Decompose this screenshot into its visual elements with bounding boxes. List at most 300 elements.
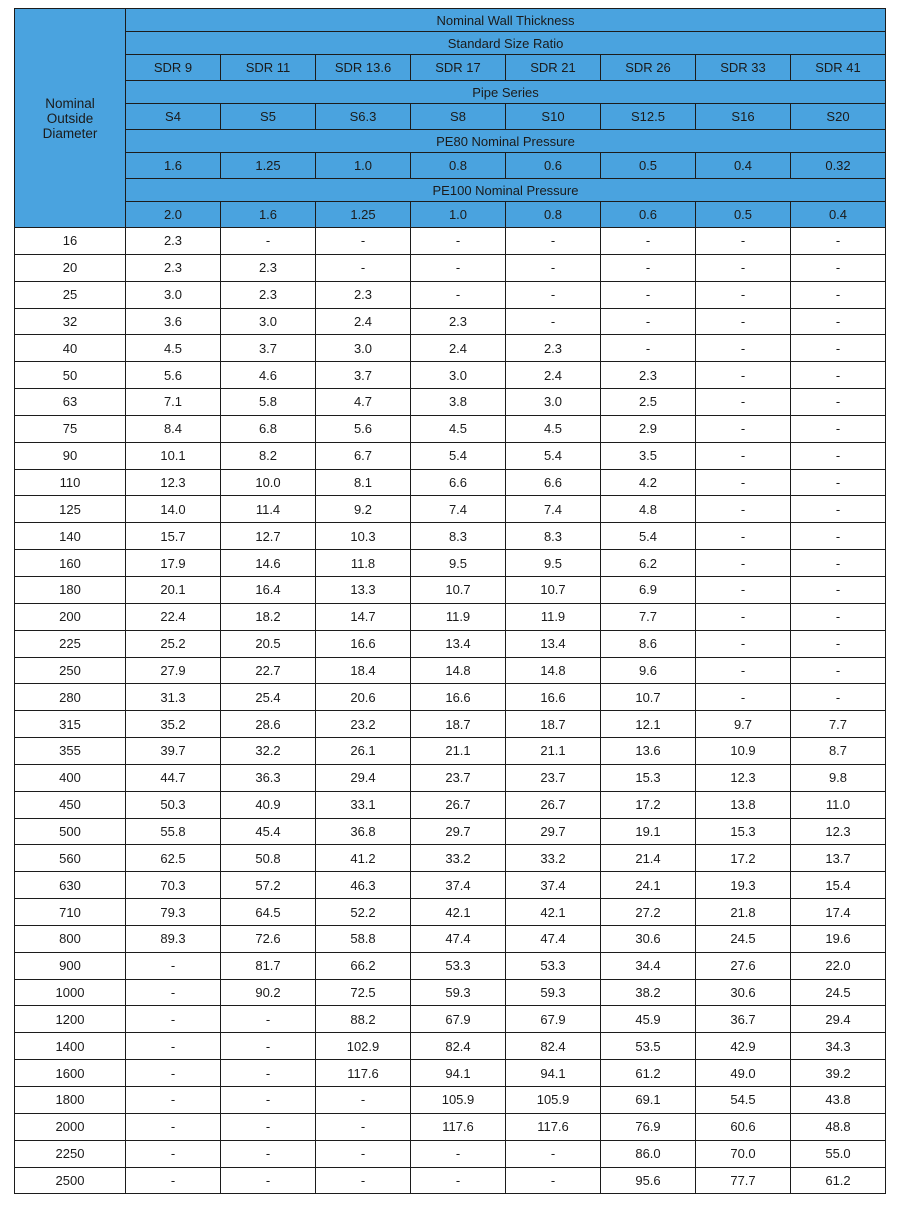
wall-thickness-cell: 105.9	[411, 1087, 506, 1114]
wall-thickness-cell: -	[221, 1060, 316, 1087]
wall-thickness-cell: -	[791, 415, 886, 442]
table-row	[15, 1167, 886, 1194]
wall-thickness-cell: 27.6	[696, 952, 791, 979]
pipe-spec-table	[14, 8, 886, 1194]
wall-thickness-cell: 28.6	[221, 711, 316, 738]
wall-thickness-cell: 79.3	[126, 899, 221, 926]
wall-thickness-cell: 15.3	[601, 764, 696, 791]
wall-thickness-cell: 33.2	[506, 845, 601, 872]
wall-thickness-cell: 2.3	[316, 281, 411, 308]
wall-thickness-cell: 6.9	[601, 576, 696, 603]
outside-diameter-cell: 50	[15, 362, 126, 389]
wall-thickness-cell: -	[696, 308, 791, 335]
wall-thickness-cell: 66.2	[316, 952, 411, 979]
pipe-series-header: Pipe Series	[126, 81, 886, 104]
wall-thickness-cell: 67.9	[506, 1006, 601, 1033]
wall-thickness-cell: -	[316, 1167, 411, 1194]
table-row	[15, 550, 886, 577]
wall-thickness-cell: 33.1	[316, 791, 411, 818]
wall-thickness-cell: 29.4	[316, 764, 411, 791]
outside-diameter-cell: 125	[15, 496, 126, 523]
wall-thickness-cell: 16.6	[411, 684, 506, 711]
wall-thickness-cell: 27.2	[601, 899, 696, 926]
wall-thickness-cell: 6.6	[411, 469, 506, 496]
wall-thickness-cell: 16.6	[506, 684, 601, 711]
wall-thickness-cell: -	[126, 979, 221, 1006]
wall-thickness-cell: -	[411, 1140, 506, 1167]
wall-thickness-cell: 10.7	[601, 684, 696, 711]
wall-thickness-cell: 94.1	[506, 1060, 601, 1087]
table-row	[15, 791, 886, 818]
outside-diameter-cell: 2000	[15, 1113, 126, 1140]
wall-thickness-cell: 30.6	[601, 925, 696, 952]
wall-thickness-cell: 53.3	[506, 952, 601, 979]
wall-thickness-cell: 23.7	[411, 764, 506, 791]
wall-thickness-cell: 2.4	[506, 362, 601, 389]
table-body	[15, 228, 886, 1194]
wall-thickness-cell: 21.4	[601, 845, 696, 872]
wall-thickness-cell: 2.9	[601, 415, 696, 442]
wall-thickness-cell: 82.4	[411, 1033, 506, 1060]
wall-thickness-cell: 26.7	[506, 791, 601, 818]
wall-thickness-cell: 17.2	[601, 791, 696, 818]
sdr-cell: SDR 17	[411, 55, 506, 81]
wall-thickness-cell: 29.7	[411, 818, 506, 845]
wall-thickness-cell: 3.0	[221, 308, 316, 335]
wall-thickness-cell: 11.0	[791, 791, 886, 818]
wall-thickness-cell: 42.1	[506, 899, 601, 926]
wall-thickness-cell: 9.5	[411, 550, 506, 577]
wall-thickness-cell: 9.7	[696, 711, 791, 738]
wall-thickness-cell: 61.2	[601, 1060, 696, 1087]
wall-thickness-cell: -	[791, 389, 886, 416]
outside-diameter-cell: 200	[15, 603, 126, 630]
wall-thickness-cell: 14.6	[221, 550, 316, 577]
wall-thickness-cell: 8.4	[126, 415, 221, 442]
wall-thickness-cell: 34.4	[601, 952, 696, 979]
table-row	[15, 523, 886, 550]
wall-thickness-cell: 9.8	[791, 764, 886, 791]
wall-thickness-cell: -	[791, 308, 886, 335]
wall-thickness-cell: 53.3	[411, 952, 506, 979]
wall-thickness-cell: 3.0	[411, 362, 506, 389]
wall-thickness-cell: 13.3	[316, 576, 411, 603]
sdr-cell: SDR 9	[126, 55, 221, 81]
outside-diameter-cell: 140	[15, 523, 126, 550]
outside-diameter-cell: 180	[15, 576, 126, 603]
wall-thickness-cell: 24.5	[791, 979, 886, 1006]
wall-thickness-cell: 38.2	[601, 979, 696, 1006]
wall-thickness-cell: 53.5	[601, 1033, 696, 1060]
wall-thickness-cell: 58.8	[316, 925, 411, 952]
wall-thickness-cell: -	[506, 1140, 601, 1167]
wall-thickness-cell: -	[696, 415, 791, 442]
wall-thickness-cell: 117.6	[316, 1060, 411, 1087]
row-label-line: Outside	[46, 110, 94, 126]
wall-thickness-cell: 30.6	[696, 979, 791, 1006]
table-row	[15, 684, 886, 711]
series-cell: S6.3	[316, 104, 411, 130]
wall-thickness-cell: -	[221, 1006, 316, 1033]
wall-thickness-cell: 7.7	[791, 711, 886, 738]
wall-thickness-cell: 72.5	[316, 979, 411, 1006]
wall-thickness-cell: 37.4	[411, 872, 506, 899]
table-row	[15, 738, 886, 765]
outside-diameter-cell: 630	[15, 872, 126, 899]
wall-thickness-cell: 22.4	[126, 603, 221, 630]
wall-thickness-cell: 34.3	[791, 1033, 886, 1060]
wall-thickness-cell: 12.3	[696, 764, 791, 791]
wall-thickness-cell: -	[126, 1140, 221, 1167]
table-row	[15, 1140, 886, 1167]
wall-thickness-cell: 48.8	[791, 1113, 886, 1140]
pe80-cell: 0.4	[696, 153, 791, 179]
wall-thickness-cell: -	[791, 442, 886, 469]
wall-thickness-cell: 14.7	[316, 603, 411, 630]
wall-thickness-cell: 42.9	[696, 1033, 791, 1060]
wall-thickness-cell: 86.0	[601, 1140, 696, 1167]
wall-thickness-cell: 42.1	[411, 899, 506, 926]
wall-thickness-cell: 39.7	[126, 738, 221, 765]
wall-thickness-cell: 6.8	[221, 415, 316, 442]
pe100-cell: 1.6	[221, 202, 316, 228]
wall-thickness-cell: 40.9	[221, 791, 316, 818]
wall-thickness-cell: -	[126, 1113, 221, 1140]
wall-thickness-cell: 2.3	[126, 254, 221, 281]
wall-thickness-cell: 26.1	[316, 738, 411, 765]
pe80-cell: 0.8	[411, 153, 506, 179]
series-cell: S8	[411, 104, 506, 130]
table-row	[15, 979, 886, 1006]
wall-thickness-cell: 14.8	[506, 657, 601, 684]
wall-thickness-cell: 4.8	[601, 496, 696, 523]
table-row	[15, 281, 886, 308]
wall-thickness-cell: 14.8	[411, 657, 506, 684]
wall-thickness-cell: 12.3	[126, 469, 221, 496]
pe100-cell: 1.25	[316, 202, 411, 228]
wall-thickness-cell: 36.8	[316, 818, 411, 845]
wall-thickness-cell: 49.0	[696, 1060, 791, 1087]
wall-thickness-cell: -	[601, 228, 696, 255]
wall-thickness-cell: 33.2	[411, 845, 506, 872]
outside-diameter-cell: 160	[15, 550, 126, 577]
wall-thickness-cell: 7.4	[411, 496, 506, 523]
row-label-line: Diameter	[42, 125, 98, 141]
wall-thickness-cell: 10.9	[696, 738, 791, 765]
wall-thickness-cell: 3.0	[126, 281, 221, 308]
outside-diameter-cell: 2250	[15, 1140, 126, 1167]
wall-thickness-cell: 7.7	[601, 603, 696, 630]
wall-thickness-cell: 16.4	[221, 576, 316, 603]
wall-thickness-cell: 36.7	[696, 1006, 791, 1033]
wall-thickness-cell: -	[316, 1140, 411, 1167]
wall-thickness-cell: -	[791, 550, 886, 577]
wall-thickness-cell: 11.9	[411, 603, 506, 630]
wall-thickness-cell: -	[791, 496, 886, 523]
wall-thickness-cell: 50.3	[126, 791, 221, 818]
wall-thickness-cell: 25.2	[126, 630, 221, 657]
wall-thickness-cell: -	[506, 281, 601, 308]
outside-diameter-cell: 1000	[15, 979, 126, 1006]
pe80-cell: 0.6	[506, 153, 601, 179]
wall-thickness-cell: -	[411, 228, 506, 255]
outside-diameter-cell: 40	[15, 335, 126, 362]
wall-thickness-cell: 23.7	[506, 764, 601, 791]
wall-thickness-cell: 44.7	[126, 764, 221, 791]
pe100-cell: 0.5	[696, 202, 791, 228]
sdr-cell: SDR 33	[696, 55, 791, 81]
wall-thickness-cell: 23.2	[316, 711, 411, 738]
wall-thickness-cell: 17.4	[791, 899, 886, 926]
wall-thickness-cell: -	[221, 1087, 316, 1114]
wall-thickness-cell: -	[696, 603, 791, 630]
table-row	[15, 228, 886, 255]
wall-thickness-cell: 12.3	[791, 818, 886, 845]
pipe-spec-table-container	[14, 8, 886, 1194]
wall-thickness-cell: -	[126, 1167, 221, 1194]
wall-thickness-cell: 3.0	[316, 335, 411, 362]
wall-thickness-cell: 3.0	[506, 389, 601, 416]
wall-thickness-cell: 9.6	[601, 657, 696, 684]
table-row	[15, 872, 886, 899]
wall-thickness-cell: 4.5	[506, 415, 601, 442]
table-row	[15, 1033, 886, 1060]
wall-thickness-cell: 7.4	[506, 496, 601, 523]
wall-thickness-cell: 17.2	[696, 845, 791, 872]
wall-thickness-cell: 15.4	[791, 872, 886, 899]
wall-thickness-cell: -	[696, 281, 791, 308]
wall-thickness-cell: 8.3	[411, 523, 506, 550]
wall-thickness-cell: 70.3	[126, 872, 221, 899]
wall-thickness-cell: 6.2	[601, 550, 696, 577]
outside-diameter-cell: 2500	[15, 1167, 126, 1194]
table-row	[15, 630, 886, 657]
outside-diameter-cell: 560	[15, 845, 126, 872]
wall-thickness-cell: 55.8	[126, 818, 221, 845]
wall-thickness-cell: 13.4	[411, 630, 506, 657]
outside-diameter-cell: 16	[15, 228, 126, 255]
wall-thickness-cell: 10.1	[126, 442, 221, 469]
wall-thickness-cell: 19.6	[791, 925, 886, 952]
wall-thickness-cell: 18.7	[411, 711, 506, 738]
outside-diameter-cell: 25	[15, 281, 126, 308]
pe80-cell: 0.5	[601, 153, 696, 179]
wall-thickness-cell: 13.6	[601, 738, 696, 765]
wall-thickness-cell: 19.1	[601, 818, 696, 845]
wall-thickness-cell: 13.4	[506, 630, 601, 657]
pe80-cell: 1.6	[126, 153, 221, 179]
wall-thickness-cell: 70.0	[696, 1140, 791, 1167]
wall-thickness-cell: 20.1	[126, 576, 221, 603]
wall-thickness-cell: 2.3	[126, 228, 221, 255]
nominal-wall-thickness-header: Nominal Wall Thickness	[126, 9, 886, 32]
outside-diameter-cell: 315	[15, 711, 126, 738]
wall-thickness-cell: -	[696, 630, 791, 657]
wall-thickness-cell: 22.0	[791, 952, 886, 979]
wall-thickness-cell: -	[316, 254, 411, 281]
wall-thickness-cell: -	[696, 523, 791, 550]
wall-thickness-cell: -	[316, 228, 411, 255]
wall-thickness-cell: 117.6	[506, 1113, 601, 1140]
wall-thickness-cell: 20.6	[316, 684, 411, 711]
wall-thickness-cell: 2.5	[601, 389, 696, 416]
wall-thickness-cell: 72.6	[221, 925, 316, 952]
wall-thickness-cell: 59.3	[411, 979, 506, 1006]
series-cell: S5	[221, 104, 316, 130]
table-row	[15, 845, 886, 872]
table-row	[15, 308, 886, 335]
wall-thickness-cell: 59.3	[506, 979, 601, 1006]
wall-thickness-cell: 9.5	[506, 550, 601, 577]
wall-thickness-cell: 4.5	[126, 335, 221, 362]
pe100-cell: 1.0	[411, 202, 506, 228]
wall-thickness-cell: -	[791, 523, 886, 550]
table-row	[15, 1006, 886, 1033]
table-row	[15, 711, 886, 738]
wall-thickness-cell: 11.8	[316, 550, 411, 577]
wall-thickness-cell: 7.1	[126, 389, 221, 416]
outside-diameter-cell: 32	[15, 308, 126, 335]
wall-thickness-cell: -	[696, 442, 791, 469]
wall-thickness-cell: 32.2	[221, 738, 316, 765]
outside-diameter-cell: 75	[15, 415, 126, 442]
wall-thickness-cell: 12.1	[601, 711, 696, 738]
sdr-cell: SDR 21	[506, 55, 601, 81]
wall-thickness-cell: 18.7	[506, 711, 601, 738]
wall-thickness-cell: 25.4	[221, 684, 316, 711]
wall-thickness-cell: 76.9	[601, 1113, 696, 1140]
wall-thickness-cell: 5.4	[411, 442, 506, 469]
outside-diameter-cell: 900	[15, 952, 126, 979]
wall-thickness-cell: 3.5	[601, 442, 696, 469]
series-cell: S20	[791, 104, 886, 130]
wall-thickness-cell: 21.8	[696, 899, 791, 926]
wall-thickness-cell: -	[221, 1033, 316, 1060]
wall-thickness-cell: -	[791, 335, 886, 362]
table-row	[15, 1087, 886, 1114]
wall-thickness-cell: 17.9	[126, 550, 221, 577]
series-cell: S12.5	[601, 104, 696, 130]
outside-diameter-cell: 500	[15, 818, 126, 845]
wall-thickness-cell: 60.6	[696, 1113, 791, 1140]
wall-thickness-cell: 15.3	[696, 818, 791, 845]
wall-thickness-cell: 89.3	[126, 925, 221, 952]
outside-diameter-cell: 90	[15, 442, 126, 469]
table-row	[15, 496, 886, 523]
wall-thickness-cell: 55.0	[791, 1140, 886, 1167]
wall-thickness-cell: 64.5	[221, 899, 316, 926]
sdr-row	[15, 55, 886, 81]
wall-thickness-cell: -	[601, 335, 696, 362]
wall-thickness-cell: 16.6	[316, 630, 411, 657]
wall-thickness-cell: -	[791, 254, 886, 281]
pe100-row	[15, 202, 886, 228]
wall-thickness-cell: 41.2	[316, 845, 411, 872]
table-row	[15, 576, 886, 603]
pe80-cell: 0.32	[791, 153, 886, 179]
outside-diameter-cell: 110	[15, 469, 126, 496]
outside-diameter-cell: 225	[15, 630, 126, 657]
wall-thickness-cell: -	[126, 1060, 221, 1087]
sdr-cell: SDR 13.6	[316, 55, 411, 81]
wall-thickness-cell: -	[506, 228, 601, 255]
outside-diameter-cell: 280	[15, 684, 126, 711]
wall-thickness-cell: 47.4	[506, 925, 601, 952]
wall-thickness-cell: -	[696, 362, 791, 389]
wall-thickness-cell: 117.6	[411, 1113, 506, 1140]
wall-thickness-cell: 45.4	[221, 818, 316, 845]
wall-thickness-cell: -	[696, 550, 791, 577]
pe100-nominal-pressure-header: PE100 Nominal Pressure	[126, 179, 886, 202]
wall-thickness-cell: 2.3	[221, 254, 316, 281]
wall-thickness-cell: 39.2	[791, 1060, 886, 1087]
wall-thickness-cell: 22.7	[221, 657, 316, 684]
wall-thickness-cell: 10.3	[316, 523, 411, 550]
table-row	[15, 1060, 886, 1087]
wall-thickness-cell: 35.2	[126, 711, 221, 738]
wall-thickness-cell: 77.7	[696, 1167, 791, 1194]
wall-thickness-cell: 10.7	[411, 576, 506, 603]
wall-thickness-cell: 45.9	[601, 1006, 696, 1033]
pe80-nominal-pressure-header: PE80 Nominal Pressure	[126, 130, 886, 153]
wall-thickness-cell: 6.7	[316, 442, 411, 469]
wall-thickness-cell: -	[126, 1087, 221, 1114]
wall-thickness-cell: 8.6	[601, 630, 696, 657]
wall-thickness-cell: 14.0	[126, 496, 221, 523]
wall-thickness-cell: -	[696, 496, 791, 523]
wall-thickness-cell: 11.4	[221, 496, 316, 523]
wall-thickness-cell: 10.0	[221, 469, 316, 496]
wall-thickness-cell: 67.9	[411, 1006, 506, 1033]
wall-thickness-cell: 29.4	[791, 1006, 886, 1033]
wall-thickness-cell: 4.7	[316, 389, 411, 416]
wall-thickness-cell: -	[506, 308, 601, 335]
wall-thickness-cell: 69.1	[601, 1087, 696, 1114]
wall-thickness-cell: 95.6	[601, 1167, 696, 1194]
sdr-cell: SDR 26	[601, 55, 696, 81]
wall-thickness-cell: -	[126, 1006, 221, 1033]
wall-thickness-cell: 9.2	[316, 496, 411, 523]
wall-thickness-cell: 54.5	[696, 1087, 791, 1114]
wall-thickness-cell: -	[316, 1113, 411, 1140]
wall-thickness-cell: 5.8	[221, 389, 316, 416]
wall-thickness-cell: 5.4	[601, 523, 696, 550]
wall-thickness-cell: 57.2	[221, 872, 316, 899]
wall-thickness-cell: 46.3	[316, 872, 411, 899]
wall-thickness-cell: 13.8	[696, 791, 791, 818]
wall-thickness-cell: 2.3	[221, 281, 316, 308]
table-row	[15, 469, 886, 496]
wall-thickness-cell: -	[791, 469, 886, 496]
pe100-cell: 0.6	[601, 202, 696, 228]
outside-diameter-cell: 1400	[15, 1033, 126, 1060]
wall-thickness-cell: 2.3	[411, 308, 506, 335]
outside-diameter-cell: 800	[15, 925, 126, 952]
table-row	[15, 657, 886, 684]
wall-thickness-cell: 5.6	[316, 415, 411, 442]
wall-thickness-cell: -	[601, 254, 696, 281]
wall-thickness-cell: 15.7	[126, 523, 221, 550]
wall-thickness-cell: 8.7	[791, 738, 886, 765]
table-row	[15, 415, 886, 442]
wall-thickness-cell: 3.7	[221, 335, 316, 362]
series-cell: S16	[696, 104, 791, 130]
wall-thickness-cell: -	[696, 684, 791, 711]
wall-thickness-cell: 24.5	[696, 925, 791, 952]
wall-thickness-cell: 31.3	[126, 684, 221, 711]
wall-thickness-cell: 27.9	[126, 657, 221, 684]
wall-thickness-cell: -	[791, 630, 886, 657]
